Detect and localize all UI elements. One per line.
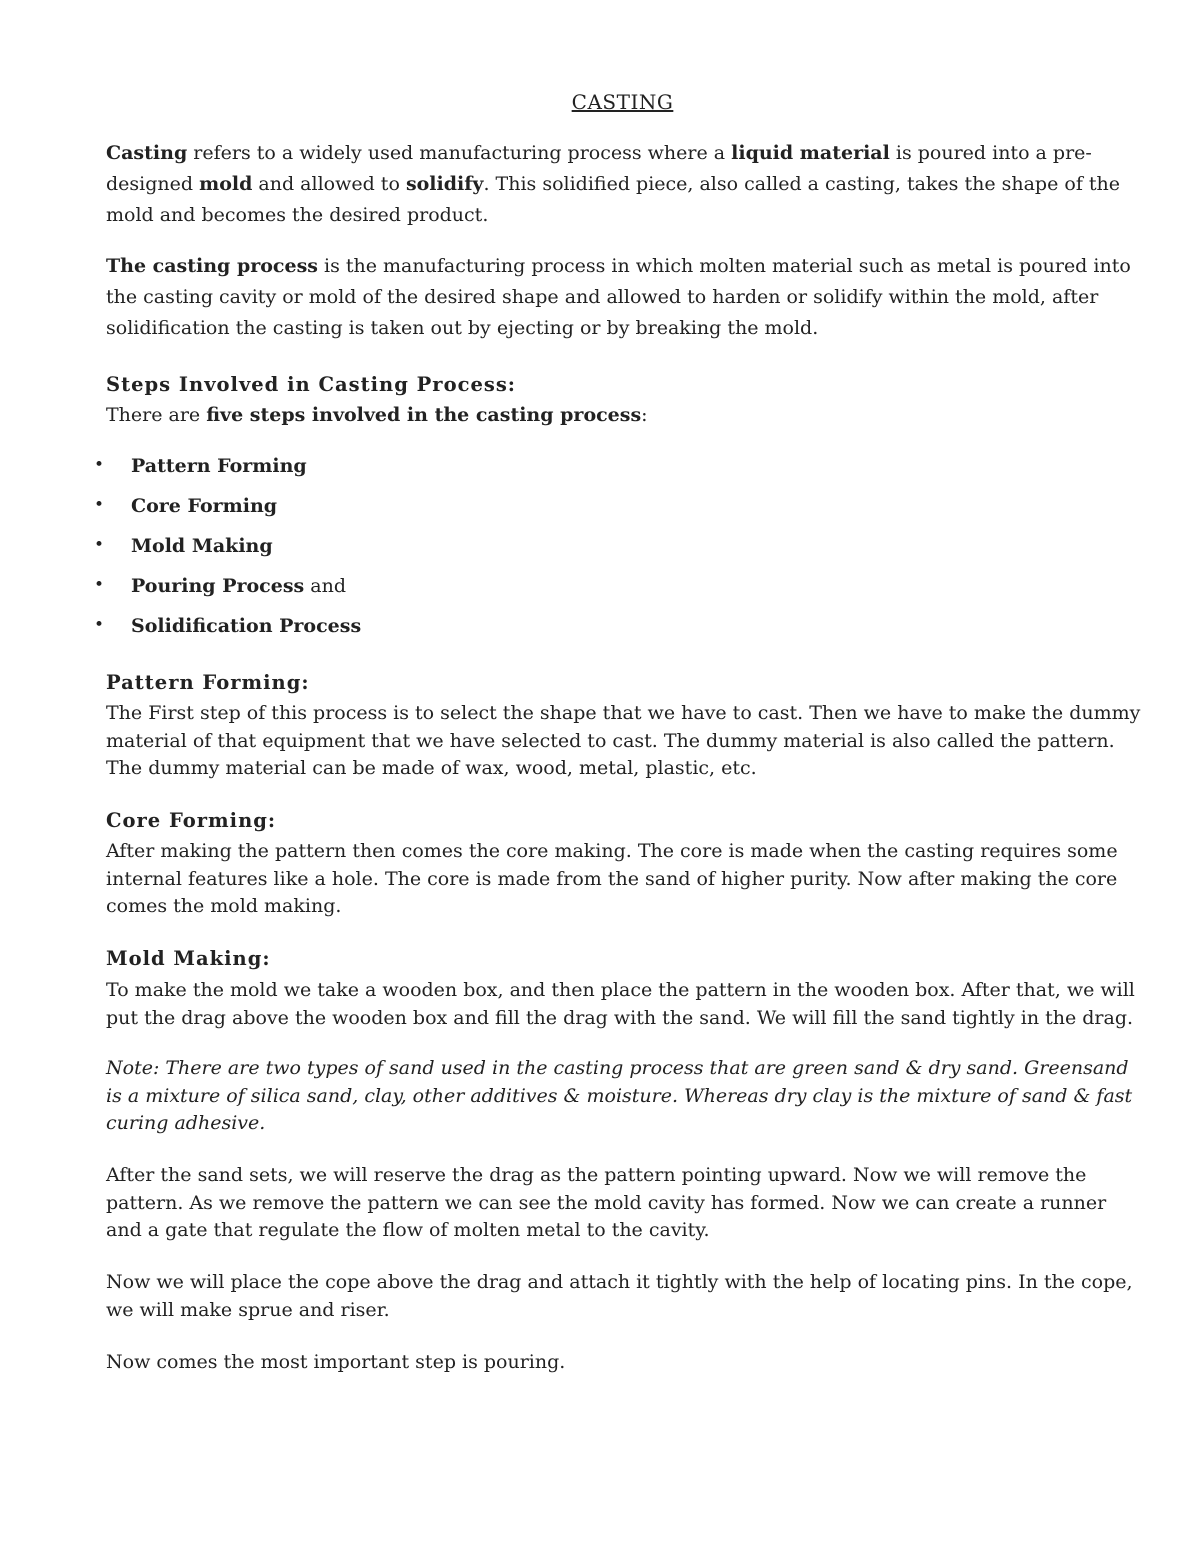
steps-heading: Steps Involved in Casting Process: — [106, 373, 517, 396]
intro-paragraph: Casting refers to a widely used manufacturing process where a liquid material is poured into a pre-designed mold and allowed to solidify. This solidified piece, also called a casting, takes the shape of the mold and becomes the desired product. — [106, 142, 1121, 226]
core-forming-body: After making the pattern then comes the core making. The core is made when the casting requires some internal features like a hole. The core is made from the sand of higher purity. Now after making the core comes the mold making. — [106, 840, 1118, 917]
bullet-icon: • — [94, 575, 105, 595]
pattern-forming-body: The First step of this process is to select the shape that we have to cast. Then we have to make the dummy material of that equipment that we have selected to cast. The dummy material is also called the pattern. The dummy material can be made of wax, wood, metal, plastic, etc. — [106, 702, 1141, 779]
term-solidify: solidify — [405, 173, 484, 195]
bullet-icon: • — [94, 495, 105, 515]
term-casting: Casting — [106, 142, 188, 164]
pattern-forming-heading: Pattern Forming: — [106, 671, 310, 694]
term-liquid-material: liquid material — [731, 142, 890, 164]
term-casting-process: The casting process — [106, 255, 318, 277]
steps-intro: There are five steps involved in the casting process: — [106, 404, 648, 426]
mold-making-paragraph-3: Now we will place the cope above the drag and attach it tightly with the help of locating pins. In the cope, we will make sprue and riser. — [106, 1271, 1133, 1321]
bullet-icon: • — [94, 535, 105, 555]
document-page: CASTING Casting refers to a widely used manufacturing process where a liquid material is poured into a pre-designed mold and allowed to solidify. This solidified piece, also called a casting, takes the shape of the mold and becomes the desired product. The casting process is the manufacturing process in which molten material such as metal is poured into the casting cavity or mold of the desired shape and allowed to harden or solidify within the mold, after solidification the casting is taken out by ejecting or by breaking the mold. Steps Involved in Casting Process: There are five steps involved in the casting process: • Pattern Forming • Core Forming • Mold Making • Pouring Process and • Solidification Process Pattern Forming: The First step of this process is to select the shape that we have to cast. Then we have to make the dummy material of that equipment that we have selected to cast. The dummy material is also called the pattern. The dummy material can be made of wax, wood, metal, plastic, etc. Core Forming: After making the pattern then comes the core making. The core is made when the casting requires some internal features like a hole. The core is made from the sand of higher purity. Now after making the core comes the mold making. Mold Making: To make the mold we take a wooden box, and then place the pattern in the wooden box. After that, we will put the drag above the wooden box and fill the drag with the sand. We will fill the sand tightly in the drag. Note: There are two types of sand used in the casting process that are green sand & dry sand. Greensand is a mixture of silica sand, clay, other additives & moisture. Whereas dry clay is the mixture of sand & fast curing adhesive. After the sand sets, we will reserve the drag as the pattern pointing upward. Now we will remove the pattern. As we remove the pattern we can see the mold cavity has formed. Now we can create a runner and a gate that regulate the flow of molten metal to the cavity. Now we will place the cope above the drag and attach it tightly with the help of locating pins. In the cope, we will make sprue and riser. Now comes the most important step is pouring. — [0, 0, 1200, 1553]
mold-making-heading: Mold Making: — [106, 947, 271, 970]
bullet-icon: • — [94, 455, 105, 475]
document-title: CASTING — [571, 90, 674, 114]
term-mold: mold — [199, 173, 253, 195]
bullet-icon: • — [94, 615, 105, 635]
mold-making-paragraph-2: After the sand sets, we will reserve the drag as the pattern pointing upward. Now we will remove the pattern. As we remove the pattern we can see the mold cavity has formed. Now we can create a runner and a gate that regulate the flow of molten metal to the cavity. — [106, 1164, 1107, 1241]
process-definition-paragraph: The casting process is the manufacturing process in which molten material such as metal is poured into the casting cavity or mold of the desired shape and allowed to harden or solidify within the mold, after solidification the casting is taken out by ejecting or by breaking the mold. — [106, 255, 1131, 339]
mold-making-body: To make the mold we take a wooden box, and then place the pattern in the wooden box. After that, we will put the drag above the wooden box and fill the drag with the sand. We will fill the sand tightly in the drag. — [106, 979, 1135, 1029]
mold-making-paragraph-4: Now comes the most important step is pouring. — [106, 1351, 566, 1373]
core-forming-heading: Core Forming: — [106, 809, 277, 832]
sand-note: Note: There are two types of sand used in the casting process that are green sand & dry sand. Greensand is a mixture of silica sand, clay, other additives & moisture. Whereas dry clay is the mixture of sand & fast curing adhesive. — [106, 1057, 1133, 1134]
